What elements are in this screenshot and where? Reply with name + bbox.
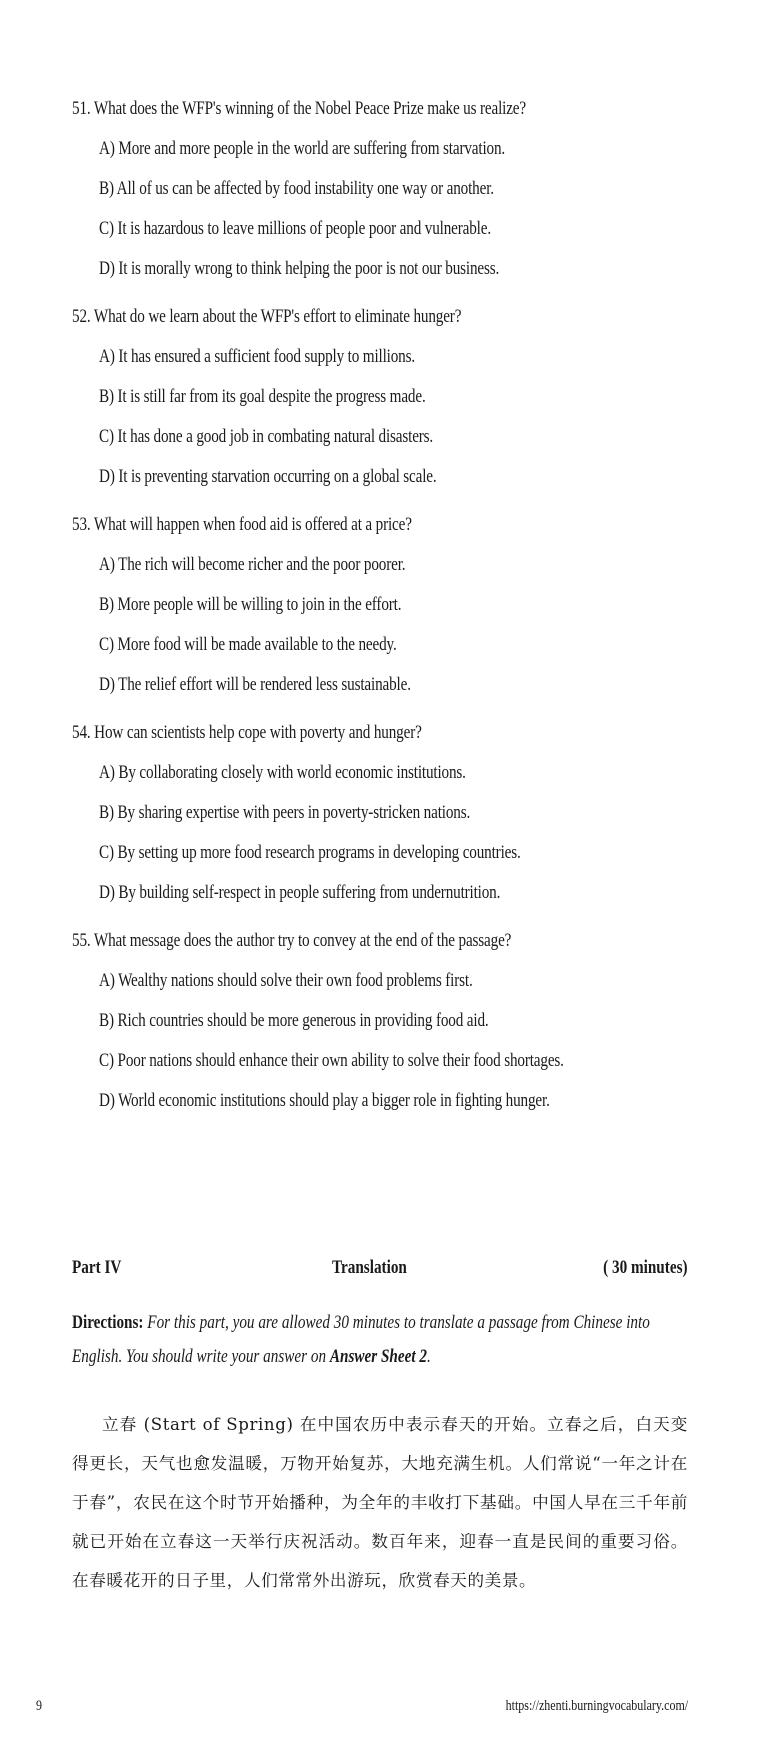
- option-a: A) By collaborating closely with world economic institutions.: [99, 762, 466, 783]
- question-55: [72, 930, 702, 1130]
- option-d: D) The relief effort will be rendered less sustainable.: [99, 674, 411, 695]
- question-stem: 51. What does the WFP's winning of the Nobel Peace Prize make us realize?: [72, 98, 526, 119]
- option-d: D) World economic institutions should play a bigger role in fighting hunger.: [99, 1090, 550, 1111]
- question-stem: 54. How can scientists help cope with poverty and hunger?: [72, 722, 422, 743]
- footer-url: https://zhenti.burningvocabulary.com/: [505, 1698, 688, 1714]
- option-a: A) The rich will become richer and the poor poorer.: [99, 554, 406, 575]
- option-c: C) It has done a good job in combating natural disasters.: [99, 426, 434, 447]
- part-title: Translation: [332, 1257, 407, 1278]
- option-d: D) By building self-respect in people suffering from undernutrition.: [99, 882, 501, 903]
- part-heading: [72, 1257, 688, 1287]
- option-c: C) It is hazardous to leave millions of people poor and vulnerable.: [99, 218, 491, 239]
- question-53: [72, 514, 702, 714]
- option-a: A) More and more people in the world are suffering from starvation.: [99, 138, 506, 159]
- option-d: D) It is preventing starvation occurring on a global scale.: [99, 466, 437, 487]
- option-b: B) It is still far from its goal despite the progress made.: [99, 386, 426, 407]
- option-c: C) Poor nations should enhance their own ability to solve their food shortages.: [99, 1050, 564, 1071]
- answer-sheet-ref: Answer Sheet 2: [329, 1346, 428, 1367]
- option-b: B) Rich countries should be more generous in providing food aid.: [99, 1010, 489, 1031]
- question-52: [72, 306, 702, 506]
- part-label: Part IV: [72, 1257, 122, 1278]
- option-c: C) More food will be made available to the needy.: [99, 634, 397, 655]
- directions-end: .: [427, 1346, 431, 1367]
- translation-passage: 立春 (Start of Spring) 在中国农历中表示春天的开始。立春之后，白天变得更长，天气也愈发温暖，万物开始复苏，大地充满生机。人们常说“一年之计在于春”，农民在这个时节开始播种，为全年的丰收打下基础。中国人早在三千年前就已开始在立春这一天举行庆祝活动。数百年来，迎春一直是民间的重要习俗。在春暖花开的日子里，人们常常外出游玩，欣赏春天的美景。: [72, 1415, 688, 1590]
- option-b: B) By sharing expertise with peers in poverty-stricken nations.: [99, 802, 471, 823]
- question-stem: 53. What will happen when food aid is offered at a price?: [72, 514, 412, 535]
- question-stem: 55. What message does the author try to convey at the end of the passage?: [72, 930, 512, 951]
- option-a: A) Wealthy nations should solve their own food problems first.: [99, 970, 473, 991]
- question-54: [72, 722, 702, 922]
- part-time: ( 30 minutes): [603, 1257, 688, 1278]
- option-d: D) It is morally wrong to think helping the poor is not our business.: [99, 258, 500, 279]
- question-stem: 52. What do we learn about the WFP's effort to eliminate hunger?: [72, 306, 462, 327]
- option-b: B) More people will be willing to join in the effort.: [99, 594, 402, 615]
- option-b: B) All of us can be affected by food instability one way or another.: [99, 178, 494, 199]
- option-c: C) By setting up more food research programs in developing countries.: [99, 842, 521, 863]
- question-51: [72, 98, 702, 298]
- directions: [72, 1306, 688, 1374]
- option-a: A) It has ensured a sufficient food supply to millions.: [99, 346, 415, 367]
- page-number: 9: [36, 1698, 42, 1714]
- directions-text: For this part, you are allowed 30 minutes to translate a passage from Chinese into English. You should write your answer on: [72, 1312, 650, 1367]
- directions-label: Directions:: [72, 1312, 144, 1333]
